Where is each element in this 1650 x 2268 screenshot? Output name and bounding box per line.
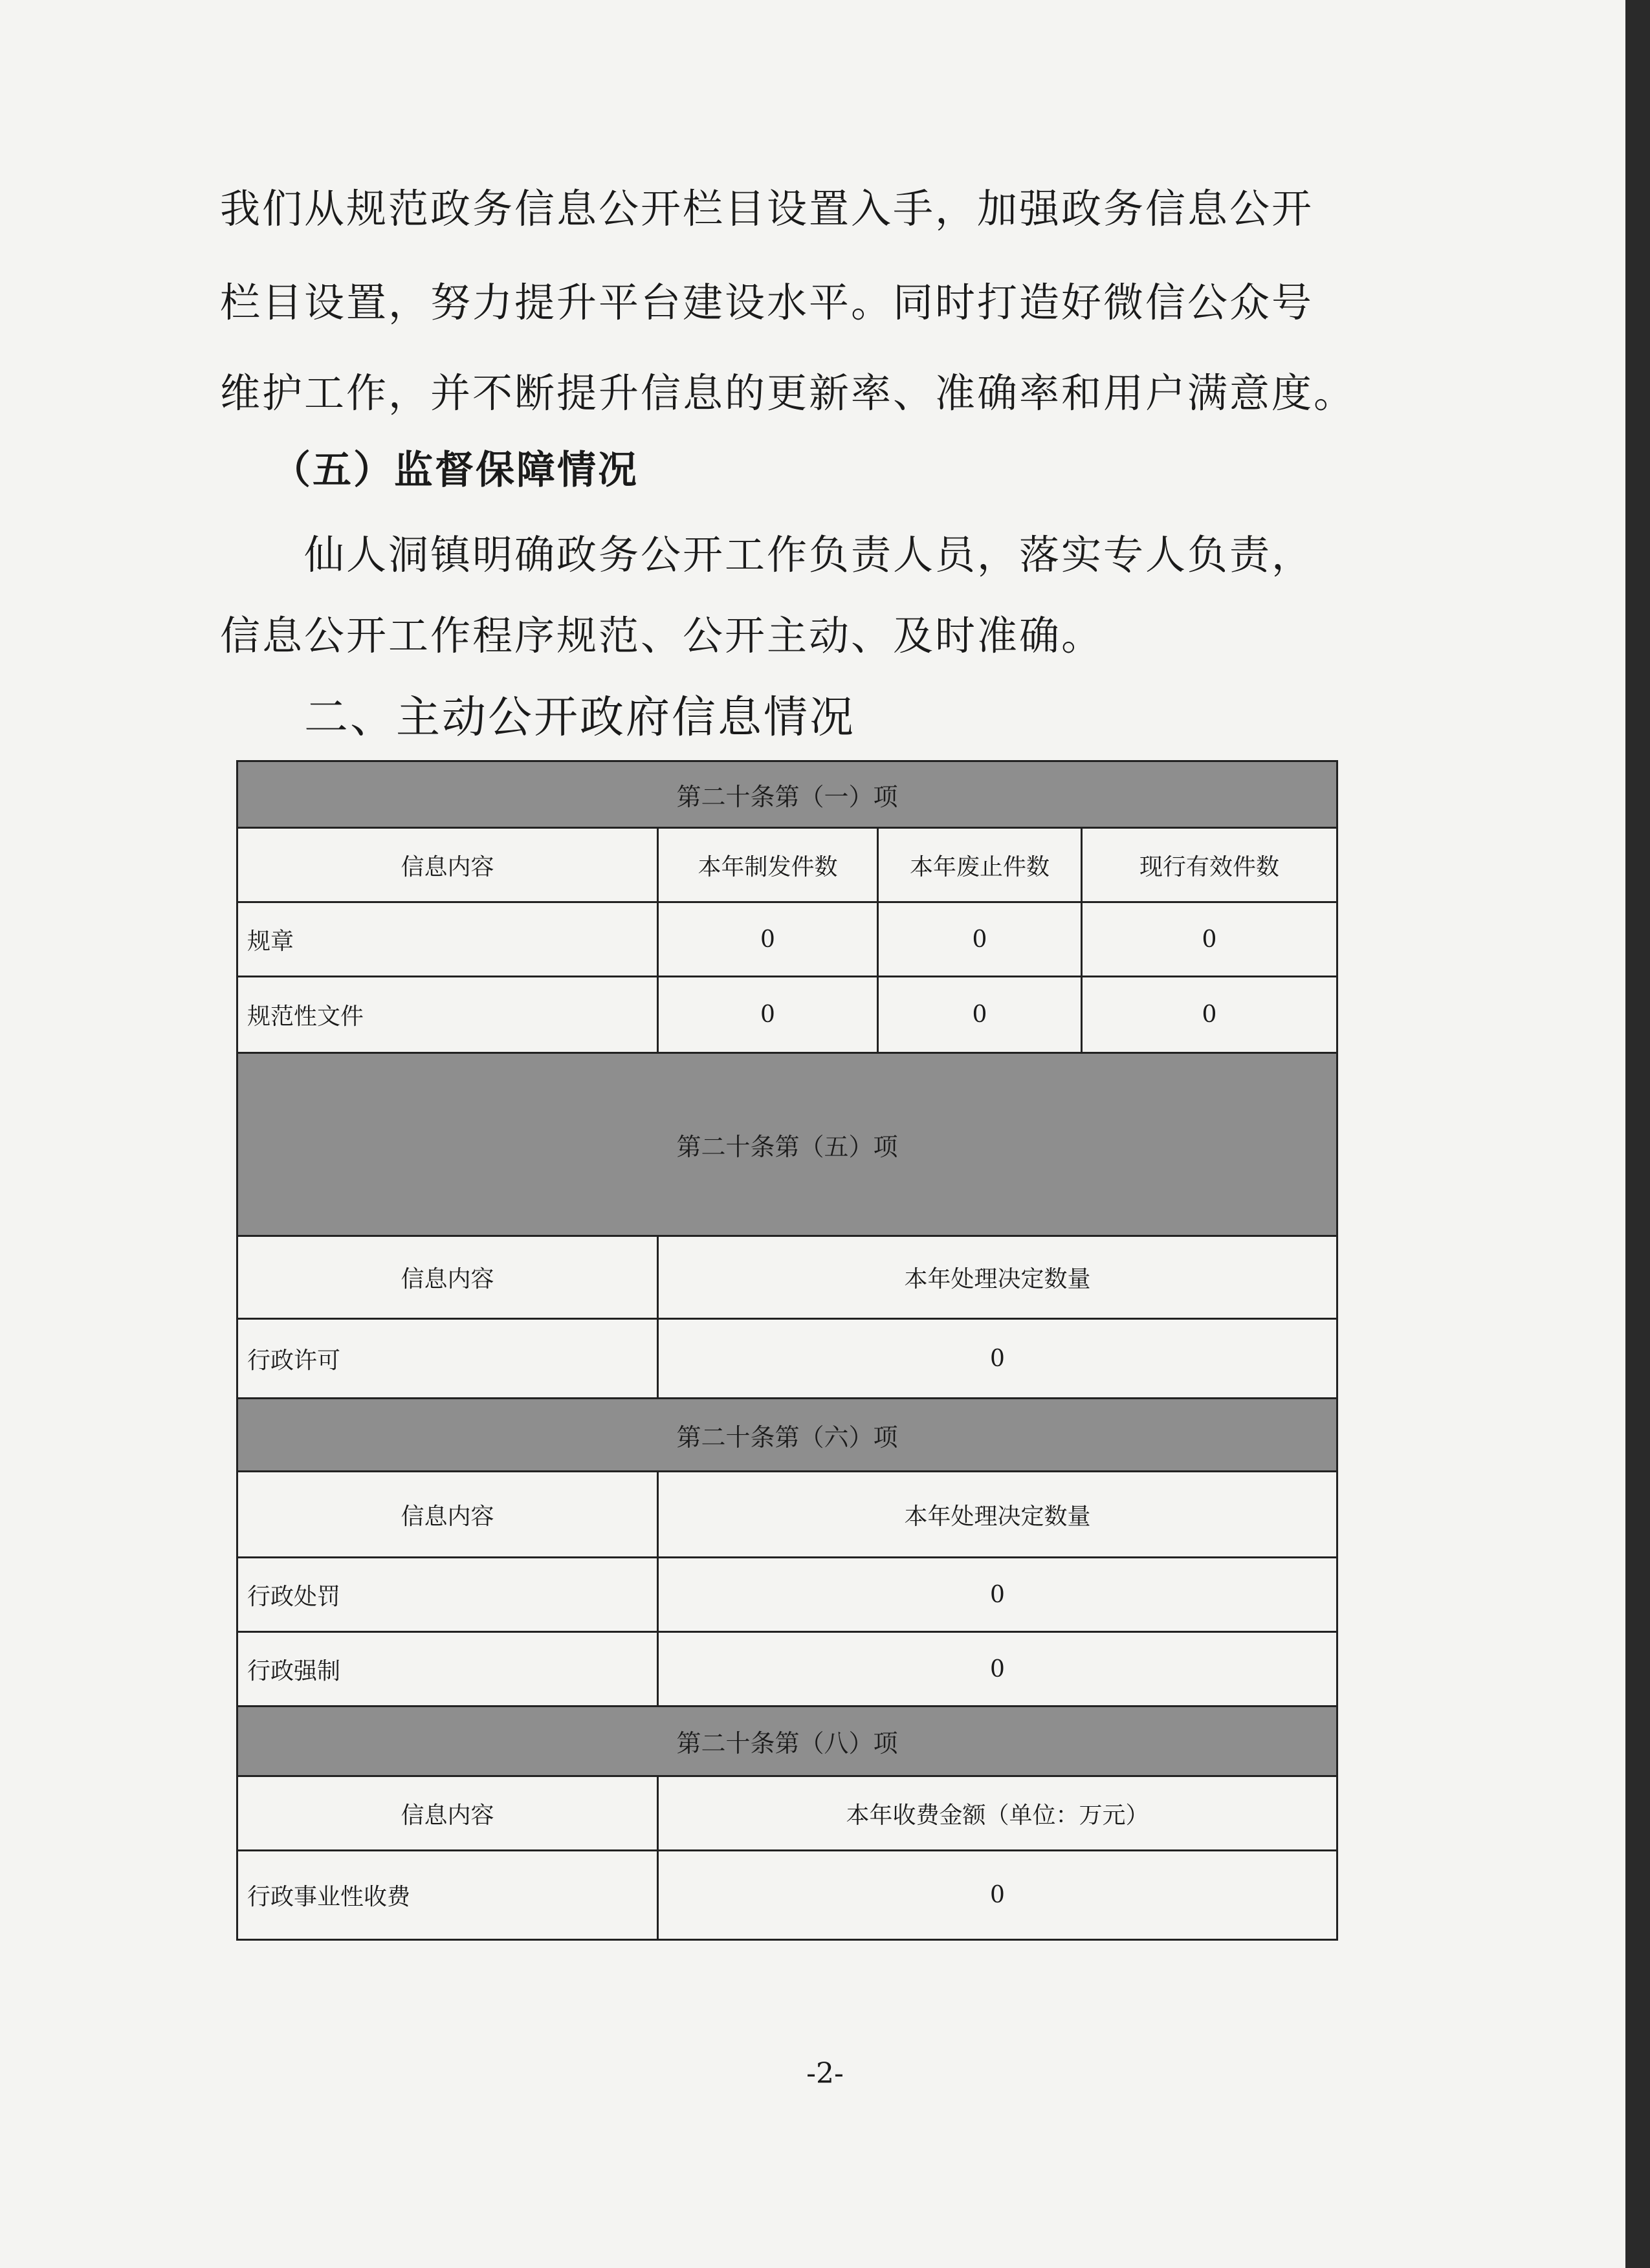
table-row [237,902,1337,977]
table-row [237,1319,1337,1399]
paragraph-line: 栏目设置，努力提升平台建设水平。同时打造好微信公众号 [220,279,1314,326]
header-cell: 本年制发件数 [658,828,878,902]
header-cell: 信息内容 [237,1472,658,1558]
table-row [237,1632,1337,1706]
row-label: 行政事业性收费 [237,1851,658,1940]
table-row [237,1851,1337,1940]
banner-text: 第二十条第（八）项 [237,1706,1337,1776]
header-row [237,1776,1337,1851]
banner-text: 第二十条第（六）项 [237,1399,1337,1472]
paragraph-line: 我们从规范政务信息公开栏目设置入手，加强政务信息公开 [220,185,1314,232]
cell-value: 0 [658,1319,1337,1399]
paragraph-line: 信息公开工作程序规范、公开主动、及时准确。 [220,612,1104,659]
banner-text: 第二十条第（一）项 [237,761,1337,828]
banner-text: 第二十条第（五）项 [237,1053,1337,1236]
cell-value: 0 [878,977,1082,1053]
table-banner [237,761,1337,828]
table-row [237,1558,1337,1632]
disclosure-table [236,760,1338,1941]
header-row [237,1472,1337,1558]
cell-value: 0 [658,1558,1337,1632]
cell-value: 0 [658,977,878,1053]
paragraph-line: 维护工作，并不断提升信息的更新率、准确率和用户满意度。 [220,369,1356,417]
table-banner [237,1399,1337,1472]
cell-value: 0 [658,1632,1337,1706]
table-row [237,977,1337,1053]
paragraph-line: 仙人洞镇明确政务公开工作负责人员，落实专人负责， [304,531,1314,578]
cell-value: 0 [658,1851,1337,1940]
row-label: 规范性文件 [237,977,658,1053]
header-cell: 信息内容 [237,1776,658,1851]
table-banner [237,1706,1337,1776]
header-row [237,1236,1337,1319]
page-number: -2- [806,2057,844,2090]
header-cell: 本年处理决定数量 [658,1236,1337,1319]
row-label: 行政强制 [237,1632,658,1706]
cell-value: 0 [658,902,878,977]
header-row [237,828,1337,902]
table-banner [237,1053,1337,1236]
header-cell: 信息内容 [237,1236,658,1319]
cell-value: 0 [878,902,1082,977]
cell-value: 0 [1082,902,1337,977]
header-cell: 现行有效件数 [1082,828,1337,902]
subheading: （五）监督保障情况 [272,448,639,493]
row-label: 行政处罚 [237,1558,658,1632]
header-cell: 本年处理决定数量 [658,1472,1337,1558]
scan-edge [1625,0,1650,2268]
header-cell: 本年废止件数 [878,828,1082,902]
row-label: 行政许可 [237,1319,658,1399]
cell-value: 0 [1082,977,1337,1053]
section-title: 二、主动公开政府信息情况 [304,692,856,743]
header-cell: 本年收费金额（单位：万元） [658,1776,1337,1851]
row-label: 规章 [237,902,658,977]
header-cell: 信息内容 [237,828,658,902]
